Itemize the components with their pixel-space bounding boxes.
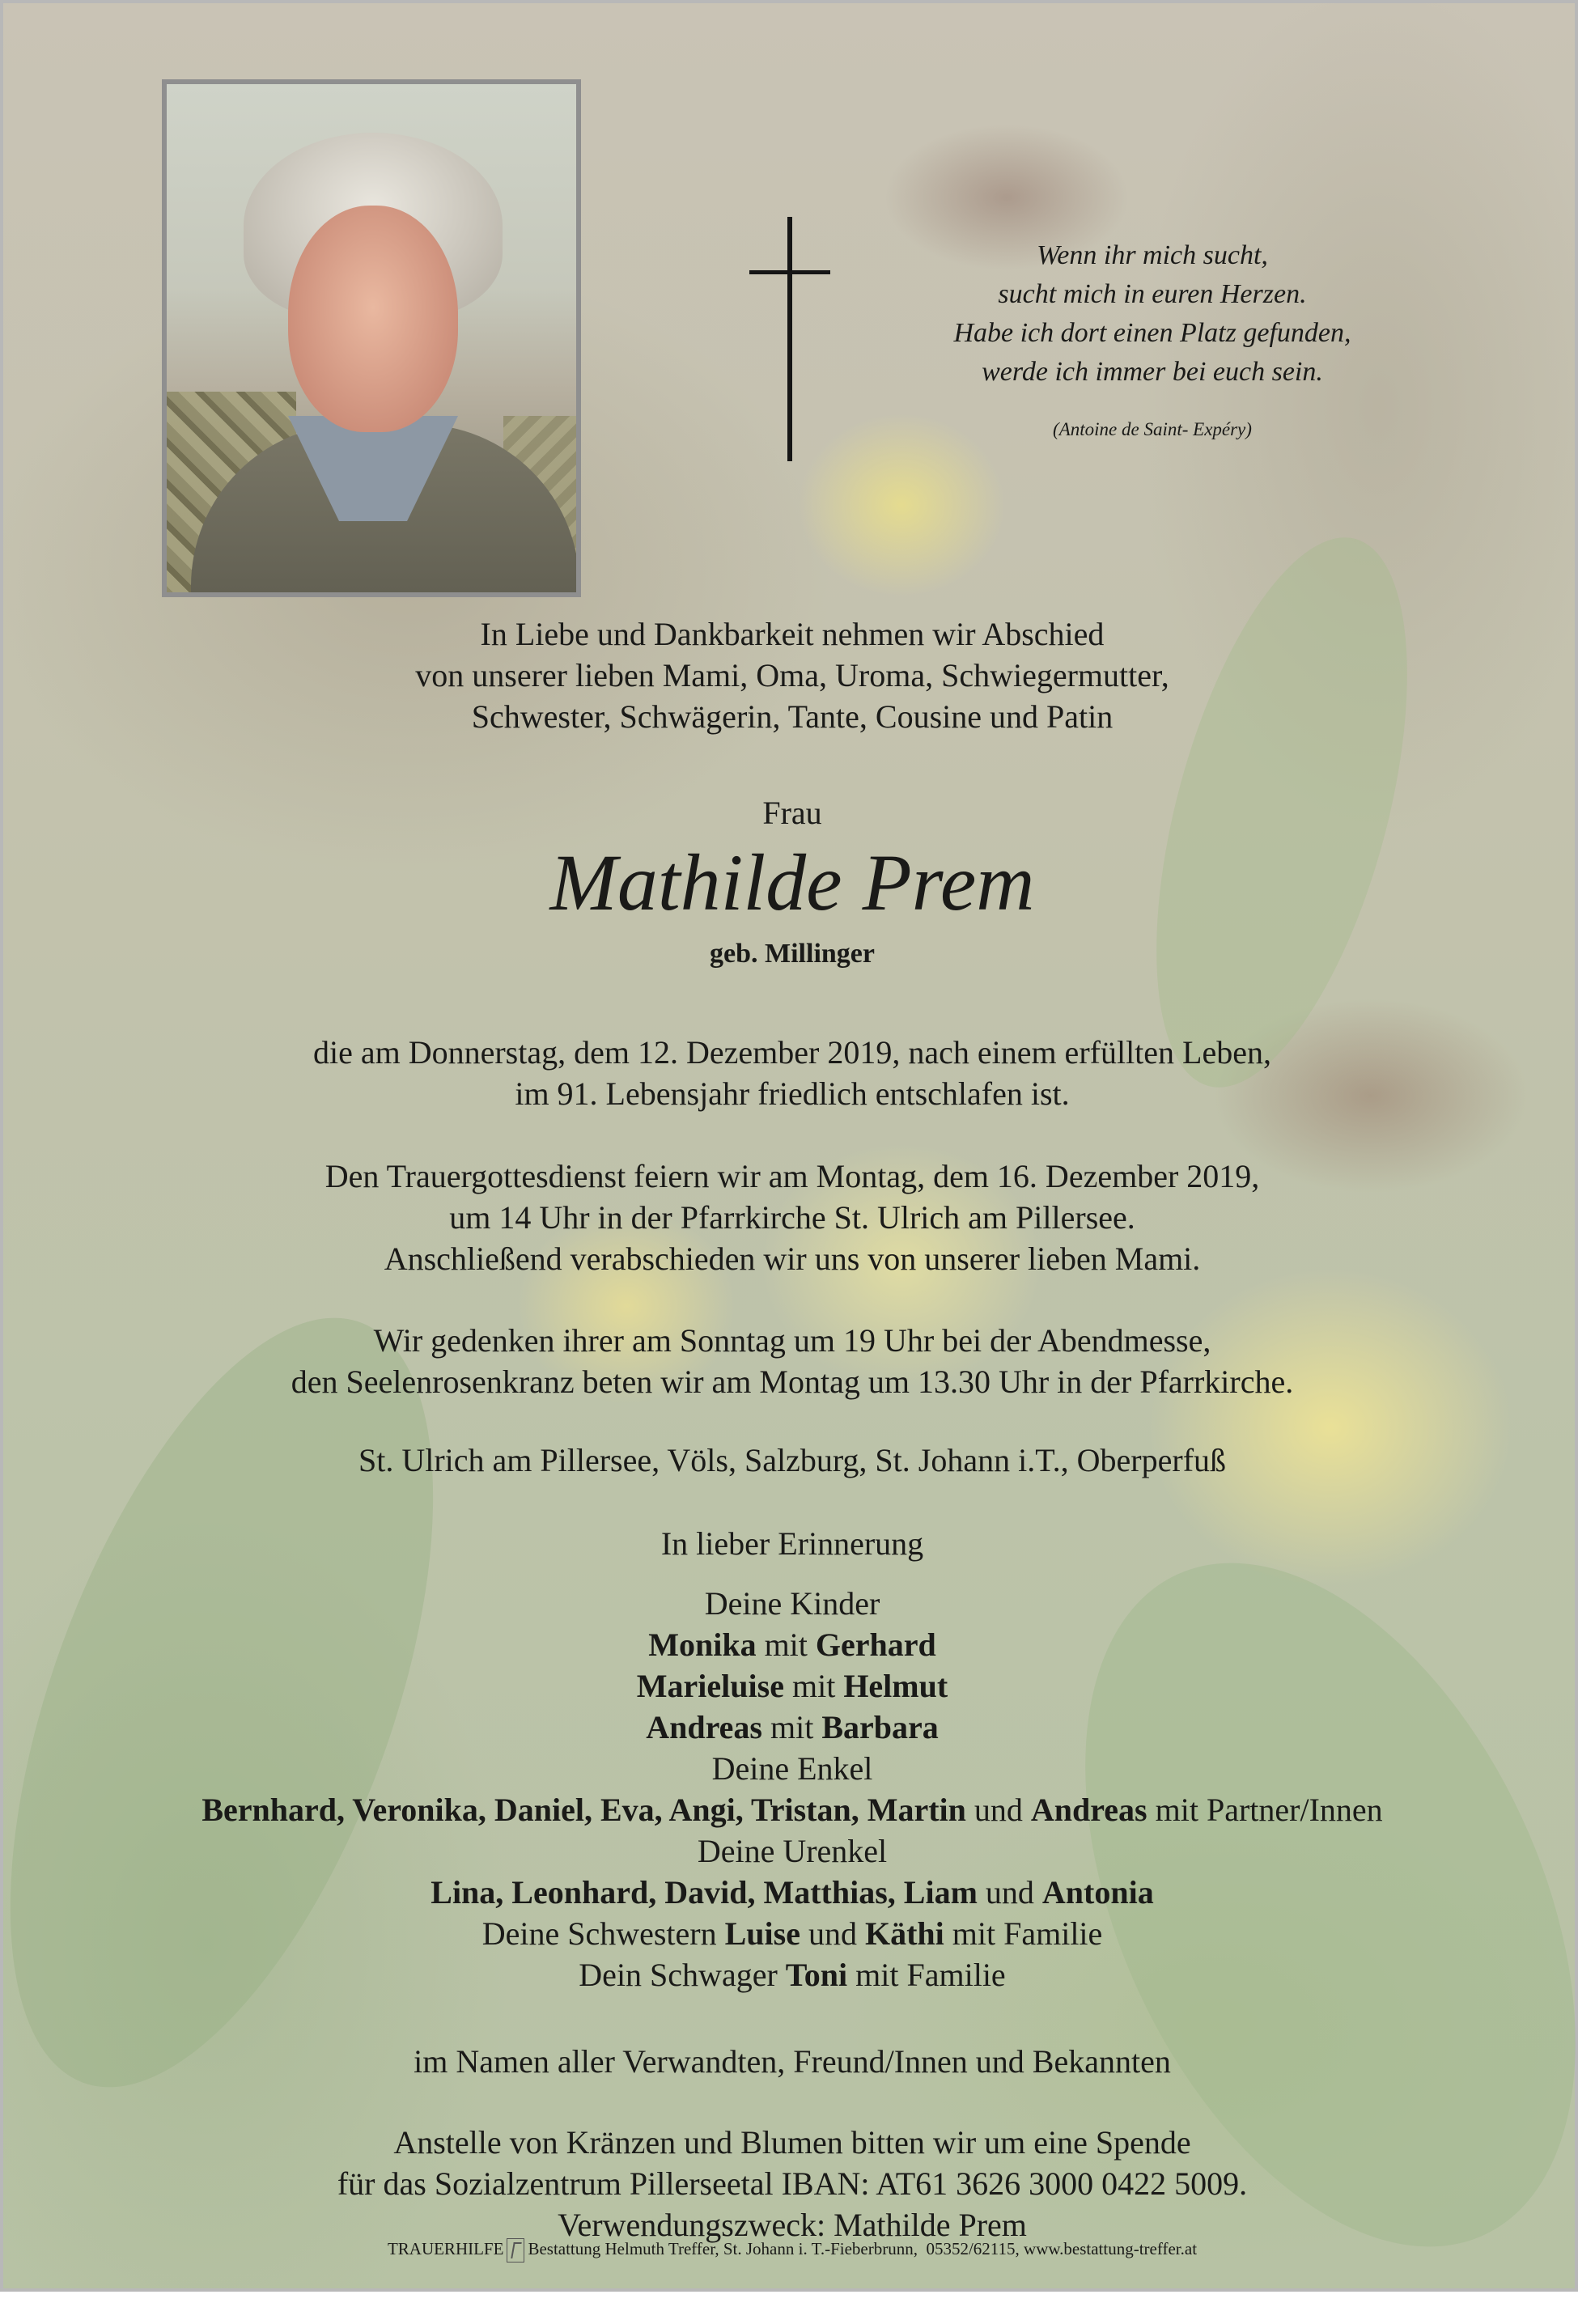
footer-text: Bestattung Helmuth Treffer, St. Johann i. T.-Fieberbrunn, 05352/62115, www.bestattung-treffer.at [528,2238,1198,2258]
family-list [3,1583,1578,1995]
donation-line: Anstelle von Kränzen und Blumen bitten wir um eine Spende [393,2124,1191,2161]
donation-line: Verwendungszweck: Mathilde Prem [558,2207,1027,2243]
death-notice-line: die am Donnerstag, dem 12. Dezember 2019, nach einem erfüllten Leben, [312,1034,1271,1071]
remembrance-mass [3,1320,1578,1402]
cross-icon [787,217,792,461]
death-notice [3,1032,1578,1114]
family-line: Marieluise mit Helmut [636,1668,948,1704]
remembrance-line: den Seelenrosenkranz beten wir am Montag um 13.30 Uhr in der Pfarrkirche. [291,1363,1294,1400]
great-grandchildren-heading: Deine Urenkel [697,1833,888,1869]
service-line: Den Trauergottesdienst feiern wir am Montag, dem 16. Dezember 2019, [325,1158,1260,1194]
birth-name: geb. Millinger [710,939,875,969]
footer [3,2238,1578,2263]
service-line: Anschließend verabschieden wir uns von unserer lieben Mami. [384,1240,1201,1277]
quote-line: Habe ich dort einen Platz gefunden, [953,318,1351,348]
children-heading: Deine Kinder [704,1585,880,1622]
cross-icon-bar [749,270,830,274]
memorial-quote [910,236,1395,392]
quote-line: Wenn ihr mich sucht, [1037,240,1268,270]
intro-line: von unserer lieben Mami, Oma, Uroma, Schwiegermutter, [415,657,1169,693]
quote-author: (Antoine de Saint- Expéry) [1053,419,1252,439]
intro-text [3,613,1578,737]
undertaker-logo-icon [507,2238,524,2263]
donation-request [3,2122,1578,2246]
portrait-photo [162,79,581,597]
service-line: um 14 Uhr in der Pfarrkirche St. Ulrich am Pillersee. [449,1199,1135,1236]
family-line: Dein Schwager Toni mit Familie [579,1957,1006,1993]
funeral-service [3,1156,1578,1279]
family-line: Deine Schwestern Luise und Käthi mit Familie [481,1915,1103,1952]
footer-brand: TRAUERHILFE [387,2238,504,2258]
family-line: Andreas mit Barbara [646,1709,939,1745]
grandchildren-heading: Deine Enkel [711,1750,873,1787]
quote-line: sucht mich in euren Herzen. [998,279,1307,309]
family-line: Bernhard, Veronika, Daniel, Eva, Angi, Tristan, Martin und Andreas mit Partner/Innen [201,1792,1383,1828]
death-notice-line: im 91. Lebensjahr friedlich entschlafen ist. [515,1075,1070,1112]
family-line: Monika mit Gerhard [648,1626,936,1663]
remembrance-line: Wir gedenken ihrer am Sonntag um 19 Uhr bei der Abendmesse, [373,1322,1211,1359]
donation-line: für das Sozialzentrum Pillerseetal IBAN: AT61 3626 3000 0422 5009. [337,2165,1248,2202]
intro-line: In Liebe und Dankbarkeit nehmen wir Abschied [480,616,1105,652]
family-line: Lina, Leonhard, David, Matthias, Liam und Antonia [431,1874,1154,1911]
in-memory-heading: In lieber Erinnerung [660,1525,924,1562]
quote-line: werde ich immer bei euch sein. [982,357,1323,387]
places: St. Ulrich am Pillersee, Völs, Salzburg, St. Johann i.T., Oberperfuß [358,1442,1227,1478]
deceased-name: Mathilde Prem [549,838,1035,927]
salutation: Frau [762,795,822,831]
intro-line: Schwester, Schwägerin, Tante, Cousine und Patin [471,698,1114,735]
on-behalf-line: im Namen aller Verwandten, Freund/Innen und Bekannten [414,2043,1171,2080]
